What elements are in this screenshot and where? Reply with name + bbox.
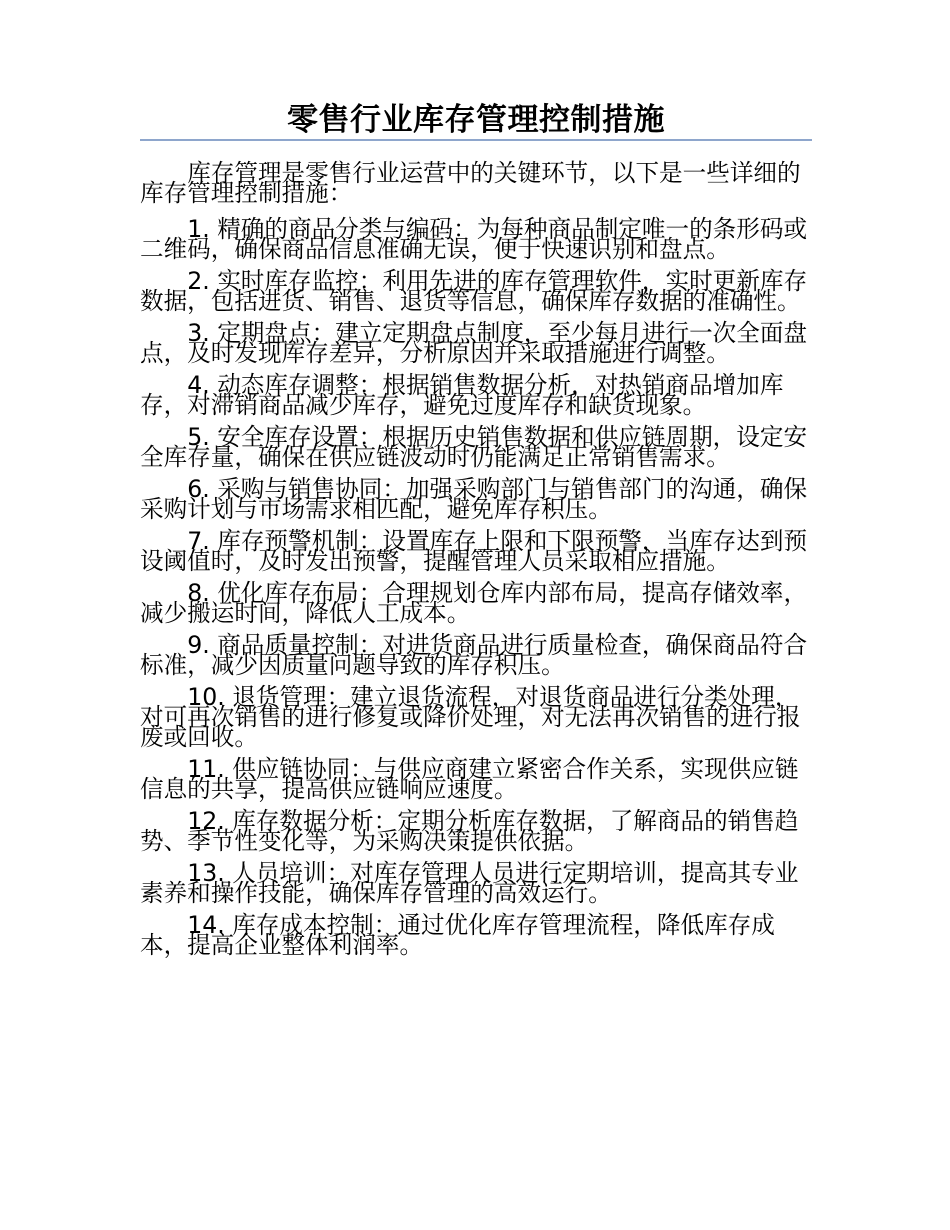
list-item: 3. 定期盘点：建立定期盘点制度，至少每月进行一次全面盘点，及时发现库存差异，分析原因并采取措施进行调整。 bbox=[140, 319, 808, 367]
list-item: 5. 安全库存设置：根据历史销售数据和供应链周期，设定安全库存量，确保在供应链波动时仍能满足正常销售需求。 bbox=[140, 423, 808, 471]
list-item: 9. 商品质量控制：对进货商品进行质量检查，确保商品符合标准，减少因质量问题导致的库存积压。 bbox=[140, 631, 808, 679]
list-item: 11. 供应链协同：与供应商建立紧密合作关系，实现供应链信息的共享，提高供应链响应速度。 bbox=[140, 755, 799, 803]
document-title: 零售行业库存管理控制措施 bbox=[287, 102, 665, 138]
list-item: 2. 实时库存监控：利用先进的库存管理软件，实时更新库存数据，包括进货、销售、退货等信息，确保库存数据的准确性。 bbox=[140, 267, 808, 315]
document-page bbox=[140, 100, 812, 967]
intro-paragraph: 库存管理是零售行业运营中的关键环节，以下是一些详细的库存管理控制措施： bbox=[140, 159, 801, 207]
list-item: 14. 库存成本控制：通过优化库存管理流程，降低库存成本，提高企业整体利润率。 bbox=[140, 911, 775, 959]
list-item: 10. 退货管理：建立退货流程，对退货商品进行分类处理，对可再次销售的进行修复或降价处理，对无法再次销售的进行报废或回收。 bbox=[140, 683, 801, 751]
list-item: 8. 优化库存布局：合理规划仓库内部布局，提高存储效率，减少搬运时间，降低人工成本。 bbox=[140, 579, 808, 627]
list-item: 1. 精确的商品分类与编码：为每种商品制定唯一的条形码或二维码，确保商品信息准确无误，便于快速识别和盘点。 bbox=[140, 215, 808, 263]
list-item: 6. 采购与销售协同：加强采购部门与销售部门的沟通，确保采购计划与市场需求相匹配，避免库存积压。 bbox=[140, 475, 808, 523]
list-item: 7. 库存预警机制：设置库存上限和下限预警，当库存达到预设阈值时，及时发出预警，提醒管理人员采取相应措施。 bbox=[140, 527, 808, 575]
list-item: 4. 动态库存调整：根据销售数据分析，对热销商品增加库存，对滞销商品减少库存，避免过度库存和缺货现象。 bbox=[140, 371, 784, 419]
list-item: 12. 库存数据分析：定期分析库存数据，了解商品的销售趋势、季节性变化等，为采购决策提供依据。 bbox=[140, 807, 799, 855]
list-item: 13. 人员培训：对库存管理人员进行定期培训，提高其专业素养和操作技能，确保库存管理的高效运行。 bbox=[140, 859, 799, 907]
